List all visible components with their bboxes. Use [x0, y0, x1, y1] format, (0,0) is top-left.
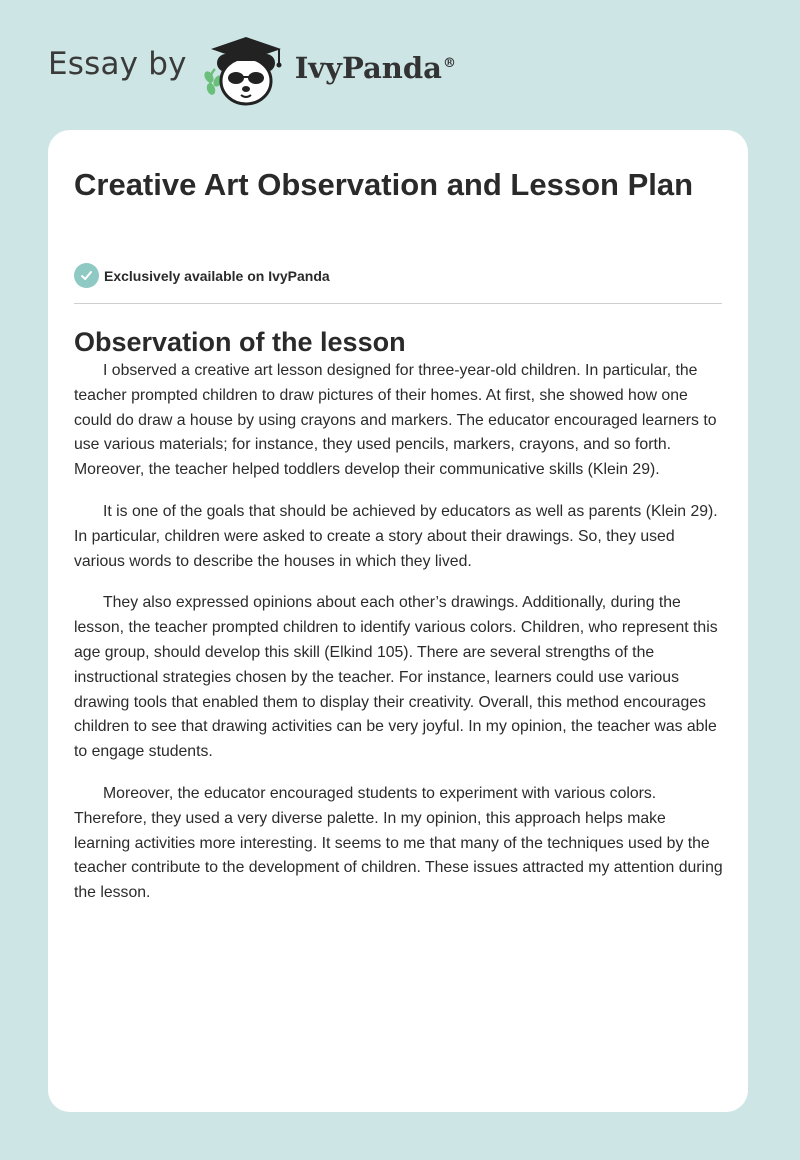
paragraph: They also expressed opinions about each other’s drawings. Additionally, during the lesson, the teacher prompted children to identify various colors. Children, who represent this age group, should develop this skill (Elkind 105). There are several strengths of the instructional strategies chosen by the teacher. For instance, learners could use various drawing tools that enabled them to display their creativity. Overall, this method encourages children to see that drawing activities can be very joyful. In my opinion, the teacher was able to engage students. [74, 594, 718, 761]
exclusive-badge [74, 263, 330, 288]
badge-label: Exclusively available on IvyPanda [104, 267, 330, 284]
article-body [74, 359, 726, 923]
site-header [48, 30, 548, 110]
essay-card [48, 130, 748, 1112]
paragraph: It is one of the goals that should be achieved by educators as well as parents (Klein 29). In particular, children were asked to create a story about their drawings. So, they used various words to describe the houses in which they lived. [74, 502, 718, 570]
check-circle-icon [74, 263, 99, 288]
essay-by-text: Essay by [48, 46, 187, 82]
section-heading: Observation of the lesson [74, 327, 406, 357]
brand-name[interactable] [295, 51, 456, 85]
paragraph: I observed a creative art lesson designed for three-year-old children. In particular, the teacher prompted children to draw pictures of their homes. At first, she showed how one could do draw a house by using crayons and markers. The educator encouraged learners to use various materials; for instance, they used pencils, markers, crayons, and so forth. Moreover, the teacher helped toddlers develop their communicative skills (Klein 29). [74, 362, 717, 479]
brand-name-text: IvyPanda [294, 51, 442, 85]
registered-mark: ® [442, 56, 456, 72]
divider [74, 303, 722, 304]
panda-graduate-icon[interactable] [199, 31, 291, 109]
check-mark-icon [80, 269, 93, 282]
page-title: Creative Art Observation and Lesson Plan [74, 167, 694, 202]
paragraph: Moreover, the educator encouraged students to experiment with various colors. Therefore, they used a very diverse palette. In my opinion, this approach helps make learning activities more interesting. It seems to me that many of the techniques used by the teacher contribute to the development of children. These issues attracted my attention during the lesson. [74, 784, 723, 902]
